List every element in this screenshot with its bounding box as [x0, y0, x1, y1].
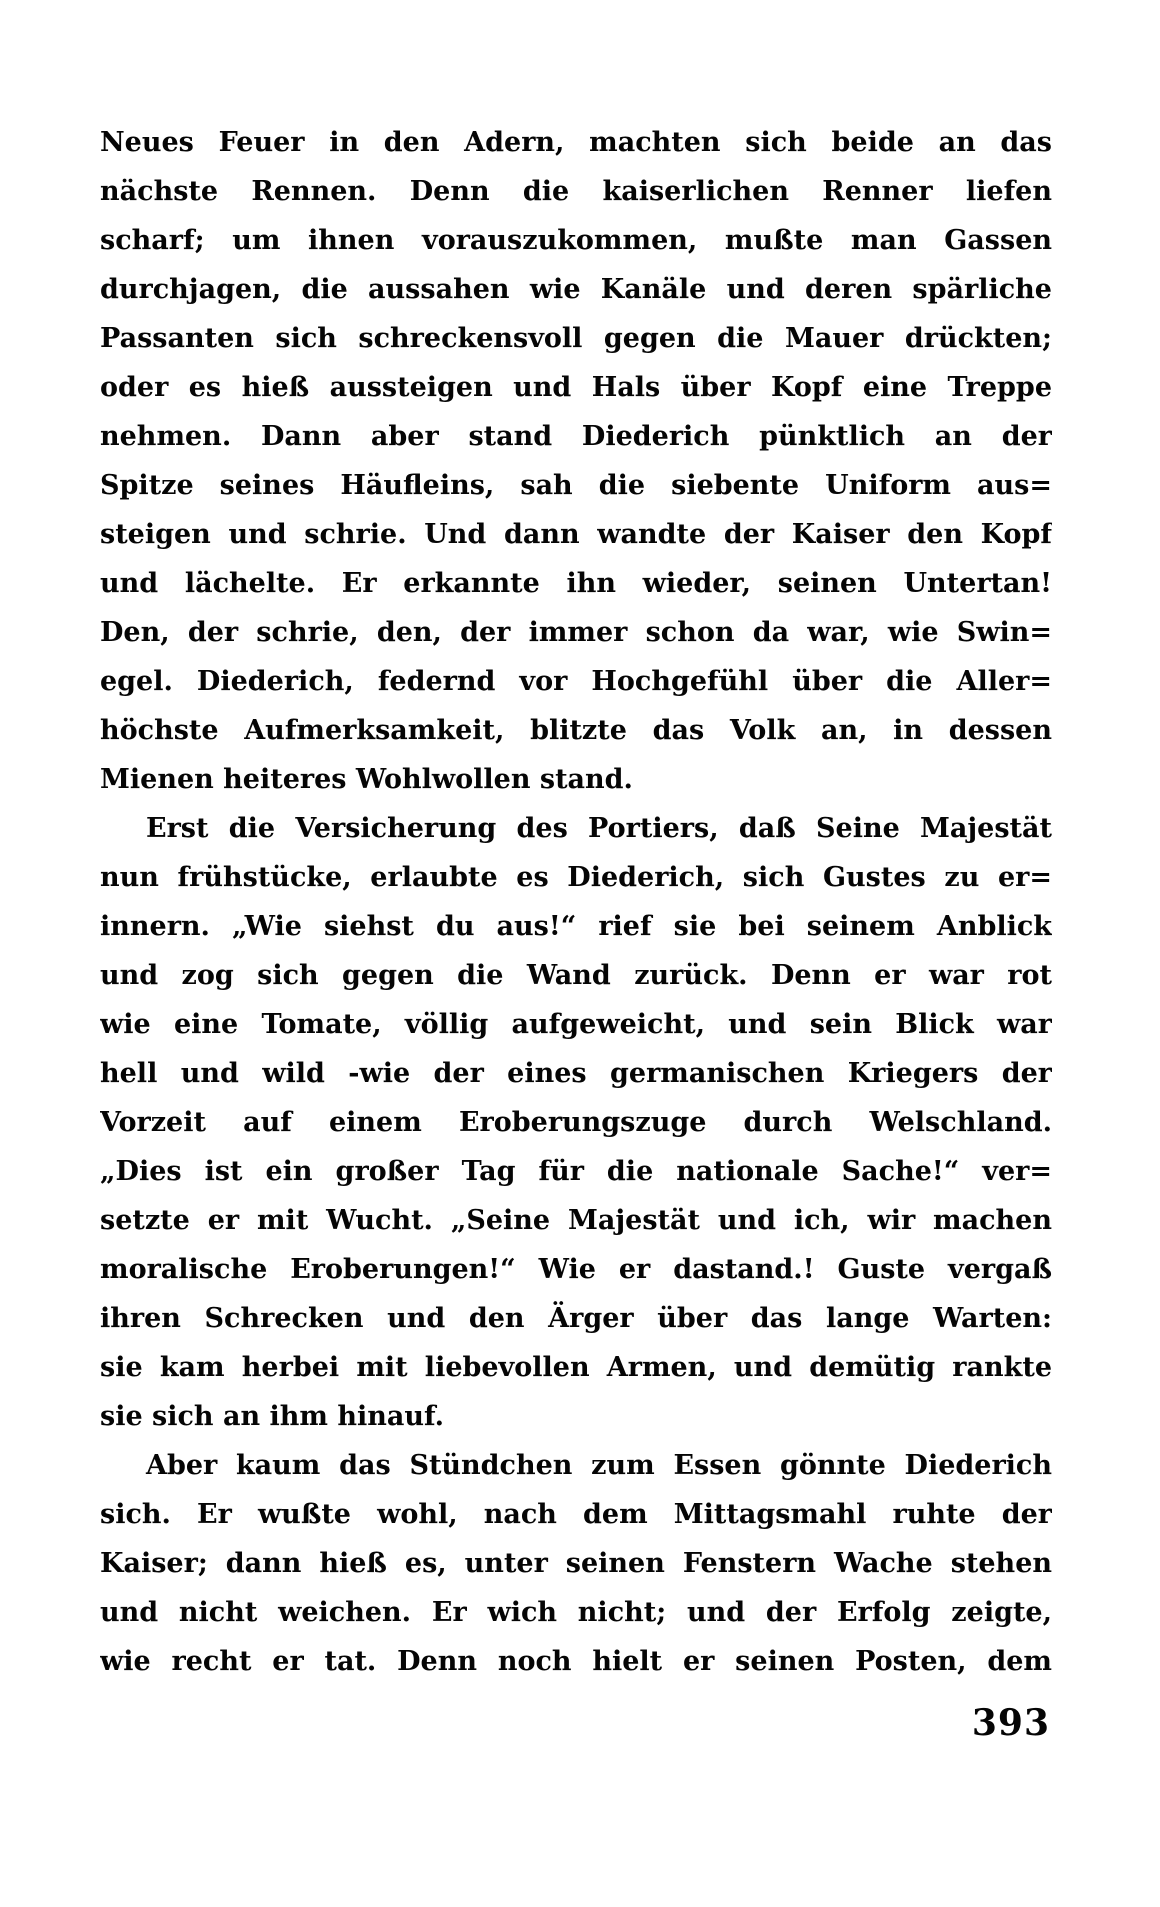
- text-line: Mienen heiteres Wohlwollen stand.: [100, 764, 633, 795]
- text-line: hell und wild -wie der eines germanischen Kriegers der: [100, 1058, 1052, 1089]
- text-line: nächste Rennen. Denn die kaiserlichen Renner liefen: [100, 176, 1052, 207]
- text-line: Passanten sich schreckensvoll gegen die Mauer drückten;: [100, 323, 1052, 354]
- text-line: moralische Eroberungen!“ Wie er dastand.! Guste vergaß: [100, 1254, 1052, 1285]
- text-line: und zog sich gegen die Wand zurück. Denn er war rot: [100, 960, 1052, 991]
- text-line: und nicht weichen. Er wich nicht; und der Erfolg zeigte,: [100, 1597, 1052, 1628]
- text-line: „Dies ist ein großer Tag für die nationale Sache!“ ver=: [100, 1156, 1052, 1187]
- text-line: Kaiser; dann hieß es, unter seinen Fenstern Wache stehen: [100, 1548, 1052, 1579]
- text-line: steigen und schrie. Und dann wandte der Kaiser den Kopf: [100, 519, 1052, 550]
- text-line: höchste Aufmerksamkeit, blitzte das Volk an, in dessen: [100, 715, 1052, 746]
- text-line: ihren Schrecken und den Ärger über das lange Warten:: [100, 1303, 1052, 1334]
- text-line: oder es hieß aussteigen und Hals über Kopf eine Treppe: [100, 372, 1052, 403]
- text-line: wie eine Tomate, völlig aufgeweicht, und sein Blick war: [100, 1009, 1052, 1040]
- text-line: sich. Er wußte wohl, nach dem Mittagsmahl ruhte der: [100, 1499, 1052, 1530]
- text-line: wie recht er tat. Denn noch hielt er seinen Posten, dem: [100, 1646, 1052, 1677]
- text-line: innern. „Wie siehst du aus!“ rief sie bei seinem Anblick: [100, 911, 1052, 942]
- text-line: sie sich an ihm hinauf.: [100, 1401, 445, 1432]
- text-line: sie kam herbei mit liebevollen Armen, und demütig rankte: [100, 1352, 1052, 1383]
- text-line: egel. Diederich, federnd vor Hochgefühl über die Aller=: [100, 666, 1052, 697]
- text-line: Neues Feuer in den Adern, machten sich beide an das: [100, 127, 1052, 158]
- text-line: nehmen. Dann aber stand Diederich pünktlich an der: [100, 421, 1052, 452]
- text-line: Aber kaum das Stündchen zum Essen gönnte Diederich: [146, 1450, 1052, 1481]
- page-number: 393: [971, 1702, 1050, 1744]
- text-line: Vorzeit auf einem Eroberungszuge durch Welschland.: [100, 1107, 1052, 1138]
- text-line: und lächelte. Er erkannte ihn wieder, seinen Untertan!: [100, 568, 1052, 599]
- text-block: [100, 118, 1052, 1686]
- text-line: durchjagen, die aussahen wie Kanäle und deren spärliche: [100, 274, 1052, 305]
- text-line: Spitze seines Häufleins, sah die siebente Uniform aus=: [100, 470, 1052, 501]
- text-line: nun frühstücke, erlaubte es Diederich, sich Gustes zu er=: [100, 862, 1052, 893]
- text-line: Erst die Versicherung des Portiers, daß Seine Majestät: [146, 813, 1052, 844]
- text-line: scharf; um ihnen vorauszukommen, mußte man Gassen: [100, 225, 1052, 256]
- text-line: setzte er mit Wucht. „Seine Majestät und ich, wir machen: [100, 1205, 1052, 1236]
- text-line: Den, der schrie, den, der immer schon da war, wie Swin=: [100, 617, 1052, 648]
